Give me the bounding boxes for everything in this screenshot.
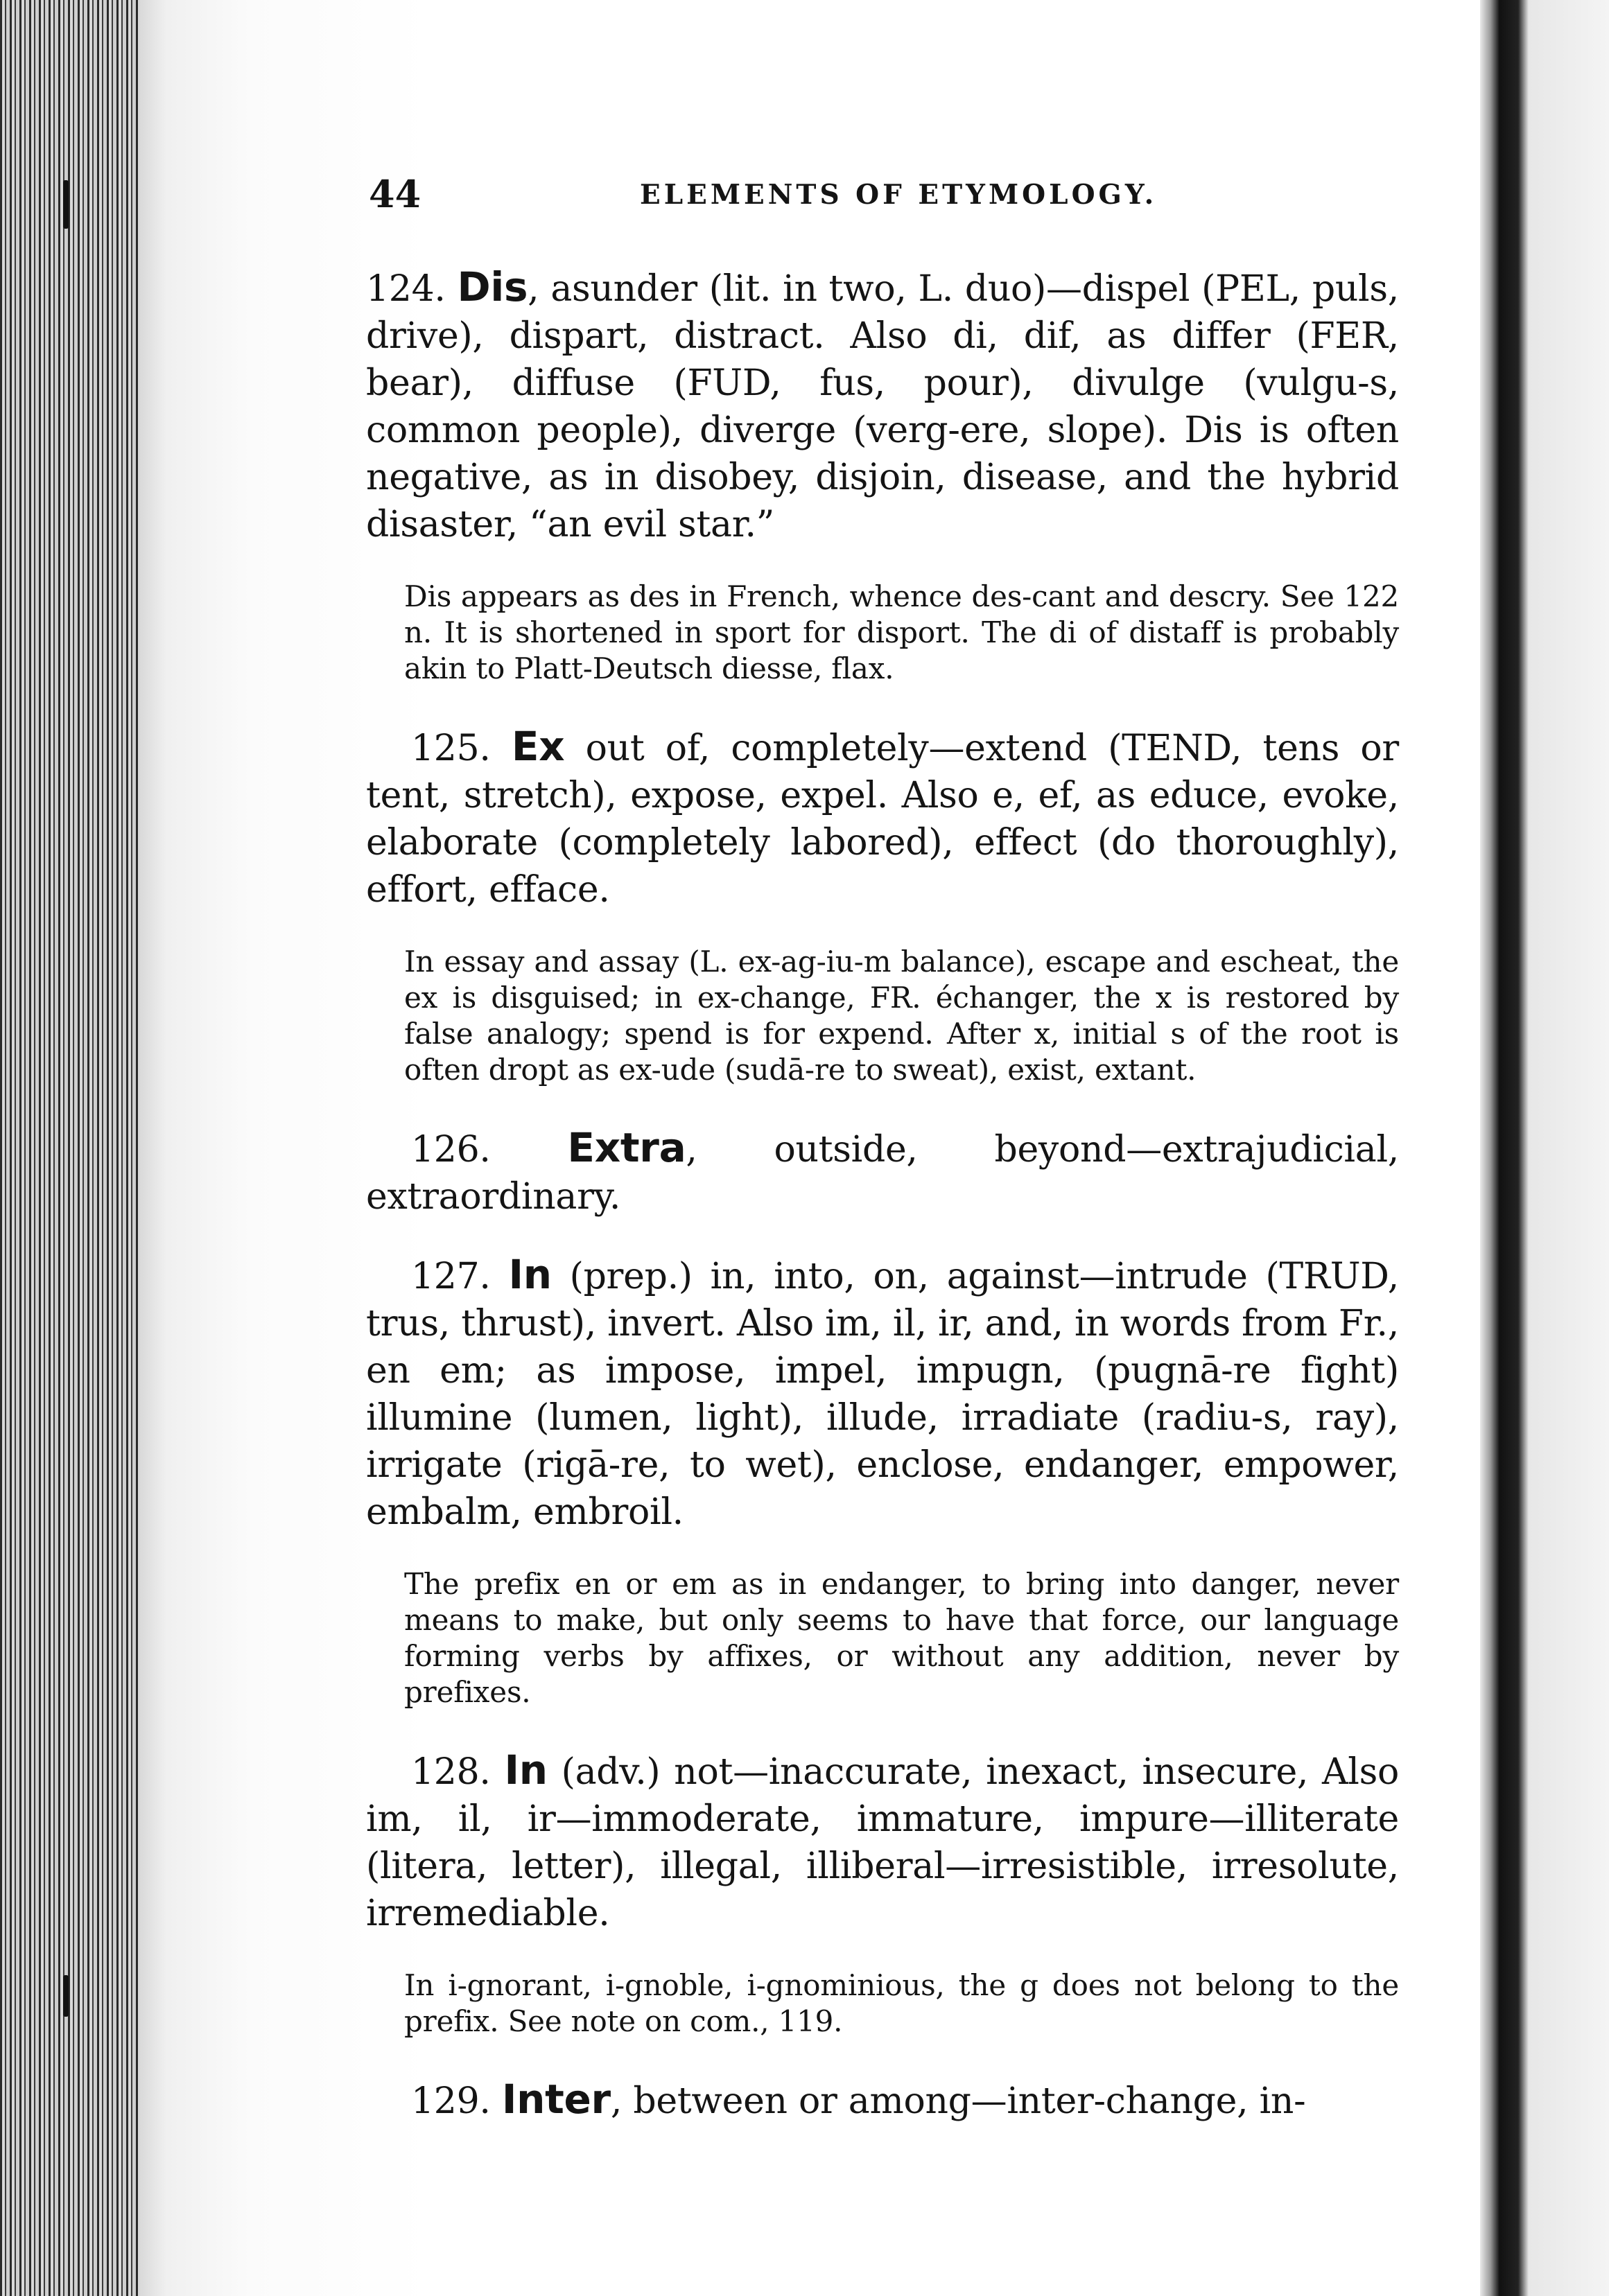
entry-headword: In [508, 1251, 552, 1298]
page-header [366, 166, 1399, 222]
entry-number: 127. [411, 1256, 491, 1297]
entry-number: 125. [411, 728, 491, 769]
entry-128-note: In i-gnorant, i-gnoble, i-gnominious, the g does not belong to the prefix. See note on com., 119. [404, 1968, 1399, 2038]
binding-mark [63, 180, 69, 229]
entry-text: out of, completely—extend (TEND, tens or tent, stretch), expose, expel. Also e, ef, as educe, evoke, elaborate (completely labored), effect (do thoroughly), effort, efface. [366, 728, 1399, 911]
entry-number: 126. [411, 1129, 491, 1171]
entry-127 [366, 1251, 1399, 1536]
entry-headword: Extra [567, 1124, 686, 1171]
entry-125-note: In essay and assay (L. ex-ag-iu-m balance), escape and escheat, the ex is disguised; in ex-change, FR. échanger, the x is restored by false analogy; spend is for expend. After x, initial s of the root is often dropt as ex-ude (sudā-re to sweat), exist, extant. [404, 945, 1399, 1087]
entry-124-note: Dis appears as des in French, whence des-cant and descry. See 122 n. It is shortened in sport for disport. The di of distaff is probably akin to Platt-Deutsch diesse, flax. [404, 579, 1399, 685]
entry-127-note: The prefix en or em as in endanger, to bring into danger, never means to make, but only seems to have that force, our language forming verbs by affixes, or without any addition, never by prefixes. [404, 1567, 1399, 1709]
entry-126 [366, 1124, 1399, 1220]
entry-text: (prep.) in, into, on, against—intrude (TRUD, trus, thrust), invert. Also im, il, ir, and, in words from Fr., en em; as impose, impel, impugn, (pugnā-re fight) illumine (lumen, light), illude, irradiate (radiu-s, ray), irrigate (rigā-re, to wet), enclose, endanger, empower, embalm, embroil. [366, 1256, 1399, 1533]
entry-number: 129. [411, 2080, 491, 2122]
page-content [366, 166, 1399, 2155]
entry-headword: Ex [511, 723, 565, 770]
gutter-shadow [1480, 0, 1609, 2296]
entry-headword: In [504, 1746, 548, 1794]
entry-text: , asunder (lit. in two, L. duo)—dispel (PEL, puls, drive), dispart, distract. Also di, dif, as differ (FER, bear), diffuse (FUD, fus, pour), divulge (vulgu-s, common people), diverge (verg-ere, slope). Dis is often negative, as in disobey, disjoin, disease, and the hybrid disaster, “an evil star.” [366, 268, 1399, 545]
entry-125 [366, 723, 1399, 913]
binding-mark [63, 1975, 69, 2017]
page-number: 44 [369, 172, 421, 216]
entry-124 [366, 263, 1399, 548]
entry-headword: Dis [457, 263, 528, 310]
entry-headword: Inter [501, 2076, 611, 2123]
entry-number: 128. [411, 1751, 491, 1793]
running-head: ELEMENTS OF ETYMOLOGY. [640, 179, 1158, 211]
entry-text: (adv.) not—inaccurate, inexact, insecure, Also im, il, ir—immoderate, immature, impure—illiterate (litera, letter), illegal, illiberal—irresistible, irresolute, irremediable. [366, 1751, 1399, 1934]
entry-text: , outside, beyond—extrajudicial, extraordinary. [366, 1129, 1400, 1218]
entry-129 [366, 2076, 1399, 2125]
entry-number: 124. [366, 268, 446, 310]
entry-text: , between or among—inter-change, in- [610, 2080, 1306, 2122]
entry-128 [366, 1746, 1399, 1937]
book-page-edges [0, 0, 139, 2296]
